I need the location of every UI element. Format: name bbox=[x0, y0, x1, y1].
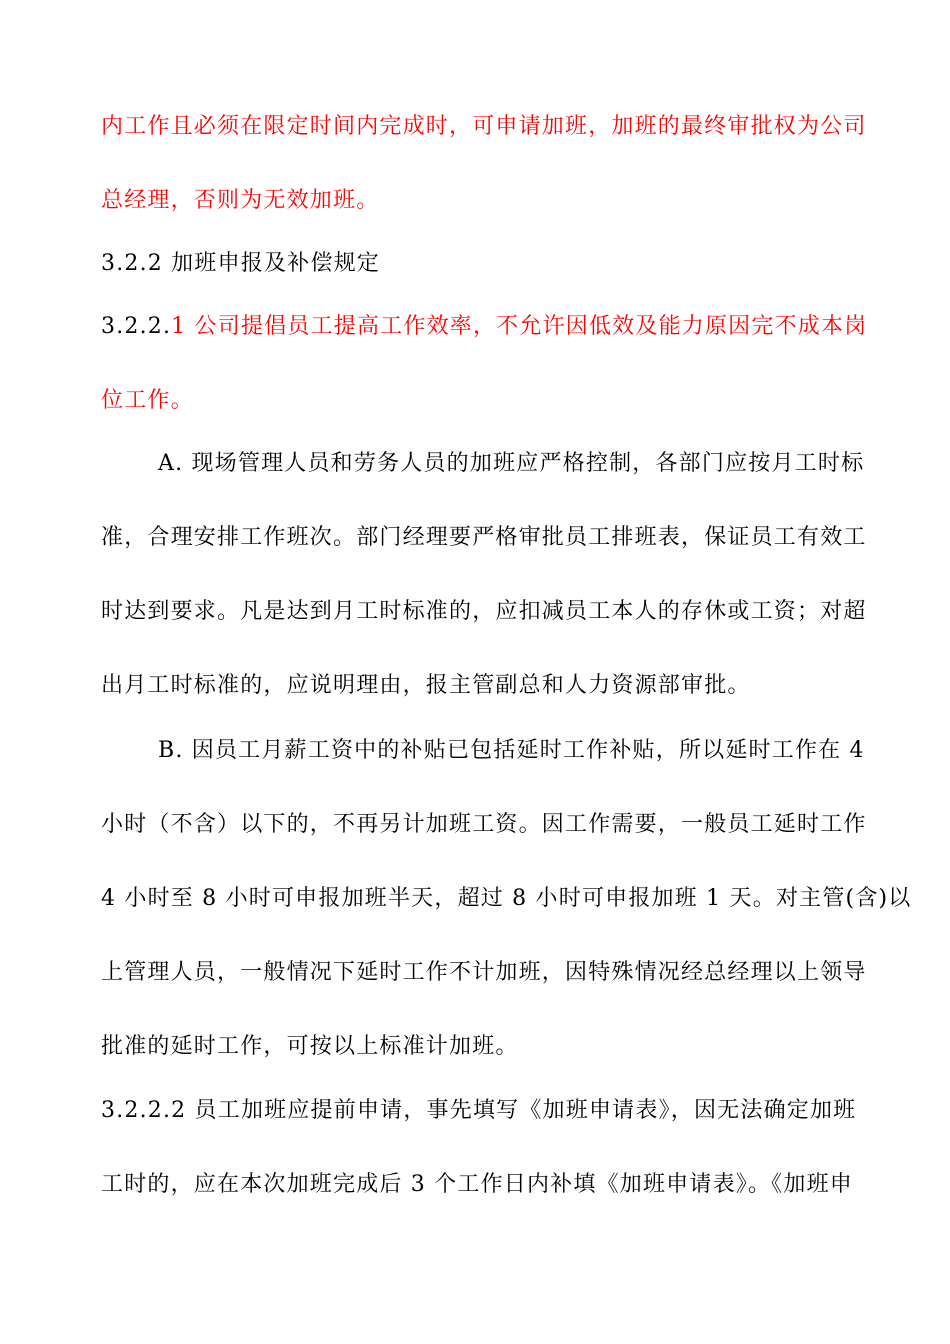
item-a-line-3: 时达到要求。凡是达到月工时标准的，应扣减员工本人的存休或工资；对超 bbox=[101, 599, 867, 624]
clause-3222-line-2: 工时的，应在本次加班完成后 3 个工作日内补填《加班申请表》。《加班申 bbox=[101, 1172, 853, 1197]
item-b-line-2: 小时（不含）以下的，不再另计加班工资。因工作需要，一般员工延时工作 bbox=[101, 812, 867, 837]
item-b-line-1: B. 因员工月薪工资中的补贴已包括延时工作补贴，所以延时工作在 4 bbox=[158, 738, 865, 763]
item-a-line-2: 准，合理安排工作班次。部门经理要严格审批员工排班表，保证员工有效工 bbox=[101, 525, 867, 550]
clause-3222-line-1: 3.2.2.2 员工加班应提前申请，事先填写《加班申请表》，因无法确定加班 bbox=[101, 1098, 857, 1123]
clause-3221-text: 1 公司提倡员工提高工作效率，不允许因低效及能力原因完不成本岗 bbox=[171, 314, 868, 339]
clause-3221-number: 3.2.2. bbox=[101, 314, 172, 339]
clause-3221-line-1 bbox=[101, 313, 867, 341]
section-heading: 3.2.2 加班申报及补偿规定 bbox=[101, 251, 380, 276]
item-a-line-4: 出月工时标准的，应说明理由，报主管副总和人力资源部审批。 bbox=[101, 673, 751, 698]
item-b-line-4: 上管理人员，一般情况下延时工作不计加班，因特殊情况经总经理以上领导 bbox=[101, 960, 867, 985]
item-b-line-5: 批准的延时工作，可按以上标准计加班。 bbox=[101, 1034, 519, 1059]
item-b-line-3: 4 小时至 8 小时可申报加班半天，超过 8 小时可申报加班 1 天。对主管(含)以 bbox=[101, 886, 912, 911]
item-a-line-1: A. 现场管理人员和劳务人员的加班应严格控制，各部门应按月工时标 bbox=[158, 451, 865, 476]
intro-line-2: 总经理，否则为无效加班。 bbox=[101, 188, 380, 213]
clause-3221-line-2: 位工作。 bbox=[101, 388, 194, 413]
intro-line-1: 内工作且必须在限定时间内完成时，可申请加班，加班的最终审批权为公司 bbox=[101, 114, 867, 139]
